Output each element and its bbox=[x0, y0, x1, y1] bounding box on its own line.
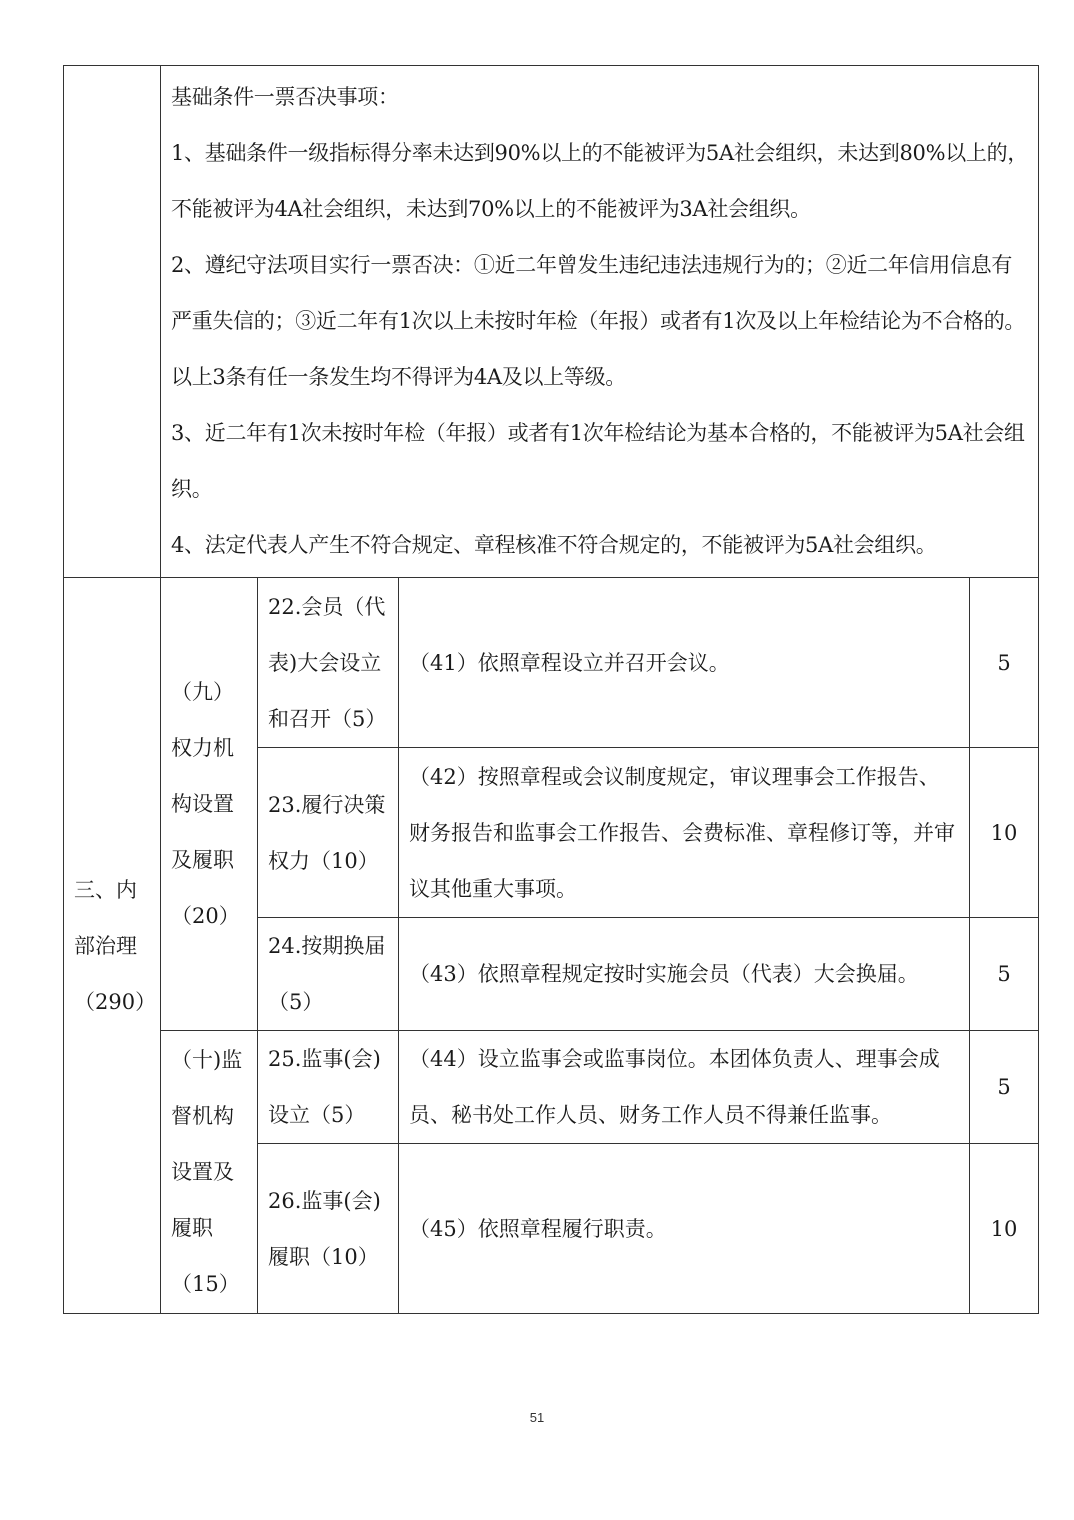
evaluation-table bbox=[63, 65, 1039, 1314]
item-cell: 24.按期换届（5） bbox=[258, 918, 399, 1031]
item-cell: 25.监事(会)设立（5） bbox=[258, 1031, 399, 1144]
item-cell: 22.会员（代表)大会设立和召开（5） bbox=[258, 578, 399, 748]
item-cell: 23.履行决策权力（10） bbox=[258, 748, 399, 918]
score-cell: 5 bbox=[970, 578, 1039, 748]
group-title-cell: （十)监督机构设置及履职（15） bbox=[161, 1031, 258, 1314]
veto-item-1: 1、基础条件一级指标得分率未达到90%以上的不能被评为5A社会组织，未达到80%以上的，不能被评为4A社会组织，未达到70%以上的不能被评为3A社会组织。 bbox=[171, 141, 1029, 221]
score-cell: 10 bbox=[970, 1144, 1039, 1314]
score-cell: 5 bbox=[970, 918, 1039, 1031]
table-row bbox=[64, 1031, 1039, 1144]
veto-heading: 基础条件一票否决事项： bbox=[171, 85, 399, 109]
section-title-cell: 三、内部治理（290） bbox=[64, 578, 161, 1314]
veto-item-3: 3、近二年有1次未按时年检（年报）或者有1次年检结论为基本合格的，不能被评为5A社会组织。 bbox=[171, 421, 1025, 501]
item-cell: 26.监事(会)履职（10） bbox=[258, 1144, 399, 1314]
desc-cell: （41）依照章程设立并召开会议。 bbox=[399, 578, 970, 748]
page-number: 51 bbox=[529, 1410, 545, 1425]
veto-item-2: 2、遵纪守法项目实行一票否决：①近二年曾发生违纪违法违规行为的；②近二年信用信息有严重失信的；③近二年有1次以上未按时年检（年报）或者有1次及以上年检结论为不合格的。以上3条有任一条发生均不得评为4A及以上等级。 bbox=[171, 253, 1026, 389]
desc-cell: （44）设立监事会或监事岗位。本团体负责人、理事会成员、秘书处工作人员、财务工作人员不得兼任监事。 bbox=[399, 1031, 970, 1144]
desc-cell: （42）按照章程或会议制度规定，审议理事会工作报告、财务报告和监事会工作报告、会费标准、章程修订等，并审议其他重大事项。 bbox=[399, 748, 970, 918]
score-cell: 5 bbox=[970, 1031, 1039, 1144]
group-title-cell: （九）权力机构设置及履职（20） bbox=[161, 578, 258, 1031]
score-cell: 10 bbox=[970, 748, 1039, 918]
desc-cell: （45）依照章程履行职责。 bbox=[399, 1144, 970, 1314]
desc-cell: （43）依照章程规定按时实施会员（代表）大会换届。 bbox=[399, 918, 970, 1031]
table-row bbox=[64, 578, 1039, 748]
veto-blank-cell bbox=[64, 66, 161, 578]
veto-item-4: 4、法定代表人产生不符合规定、章程核准不符合规定的，不能被评为5A社会组织。 bbox=[171, 533, 937, 557]
veto-notes-cell bbox=[161, 66, 1039, 578]
veto-row bbox=[64, 66, 1039, 578]
